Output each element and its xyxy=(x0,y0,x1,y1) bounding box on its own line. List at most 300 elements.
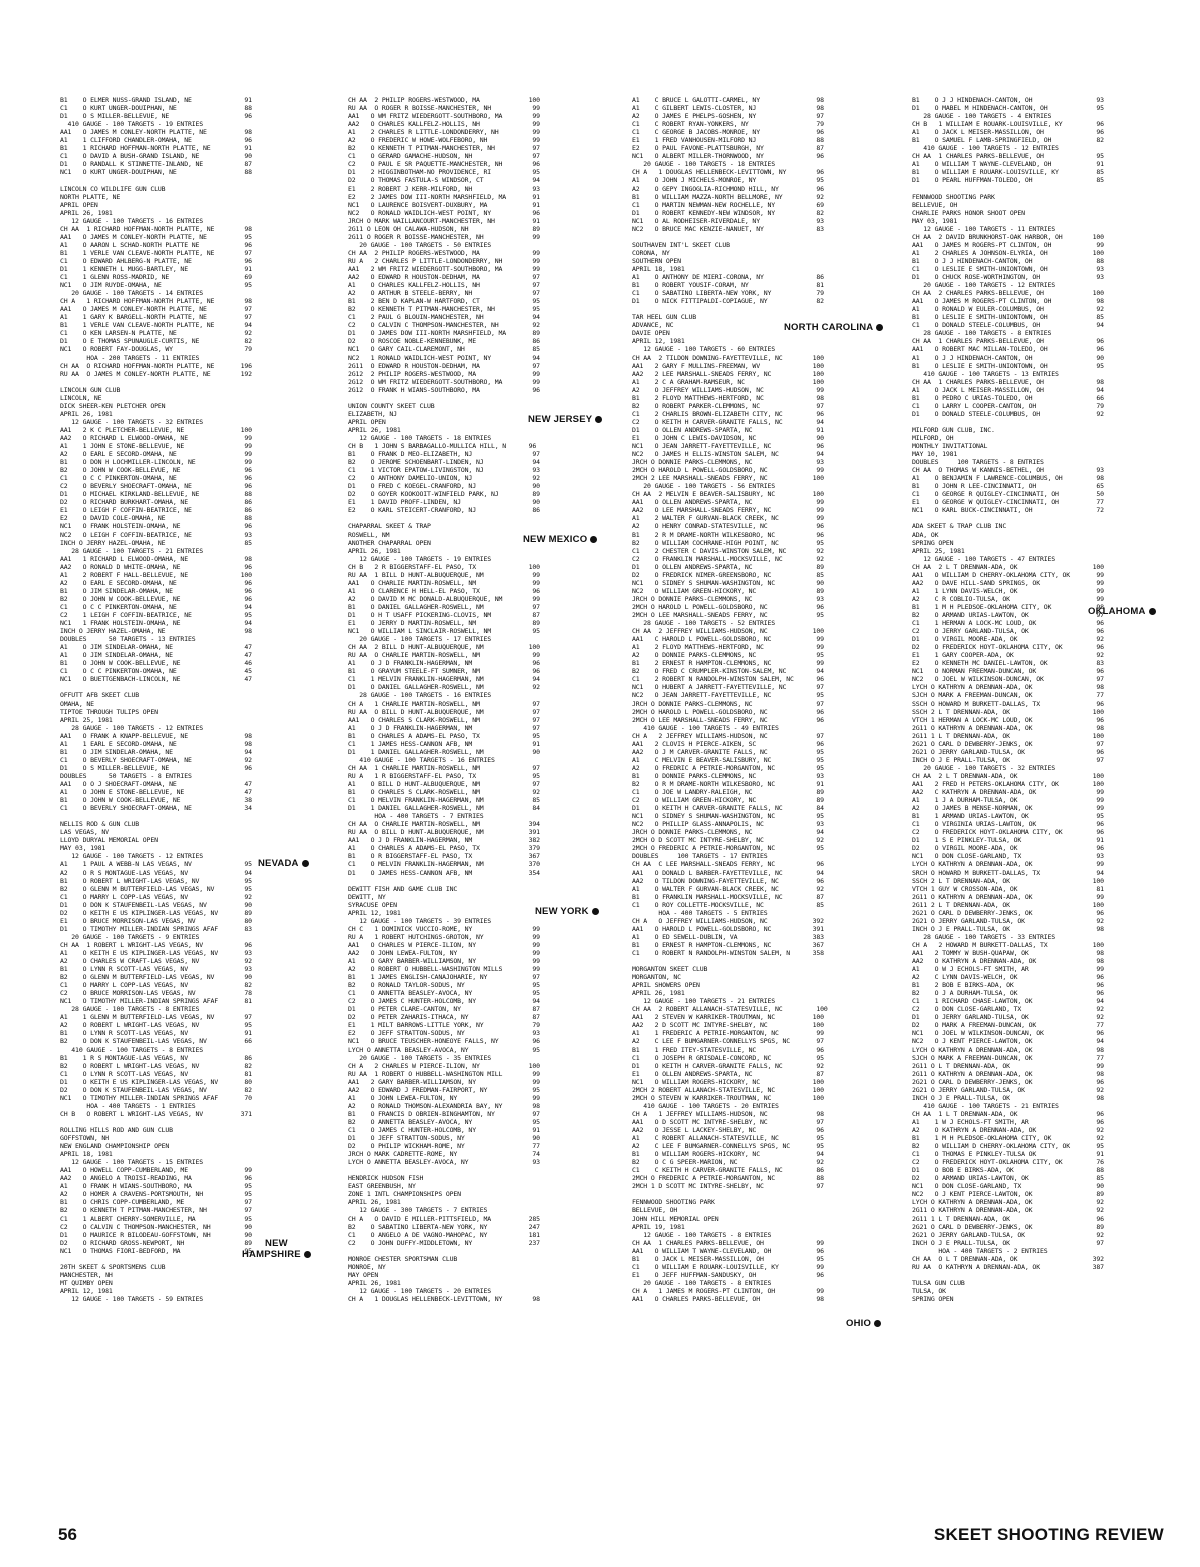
result-line: C2 O BEVERLY SHOECRAFT-OMAHA, NE 96 xyxy=(60,482,252,491)
result-line: LYCH O KATHRYN A DRENNAN-ADA, OK 99 xyxy=(912,860,1104,869)
result-line: CH AA O L T DRENNAN-ADA, OK 392 xyxy=(912,1254,1104,1263)
result-line: APRIL OPEN xyxy=(60,200,98,209)
result-line: A1 O BILL D HUNT-ALBUQUERQUE, NM 97 xyxy=(348,779,540,788)
result-line: CH A 1 CHARLIE MARTIN-ROSWELL, NM 97 xyxy=(348,699,540,708)
result-line: AA1 O DONALD L BARBER-FAYETTEVILLE, NC 94 xyxy=(632,868,824,877)
result-line: NC1 O TIMOTHY MILLER-INDIAN SPRINGS AFAF 70 xyxy=(60,1093,252,1102)
result-line: FENNWOOD SHOOTING PARK xyxy=(632,1198,715,1207)
result-line: CH AA 1 ROBERT L WRIGHT-LAS VEGAS, NV 96 xyxy=(60,940,252,949)
result-line: C1 O C C PINKERTON-OMAHA, NE 94 xyxy=(60,602,252,611)
result-line: D1 O OLLEN ANDREWS-SPARTA, NC 91 xyxy=(632,425,824,434)
result-line: SOUTHAVEN INT'L SKEET CLUB xyxy=(632,240,730,249)
results-column-4 xyxy=(912,96,1174,1303)
result-line: 410 GAUGE - 100 TARGETS - 13 ENTRIES xyxy=(912,369,1059,378)
result-line: B1 1 VERLE VAN CLEAVE-NORTH PLATTE, NE 94 xyxy=(60,321,252,330)
result-line: C2 O JOHN DUFFY-MIDDLETOWN, NY 237 xyxy=(348,1238,540,1247)
result-line: APRIL SHOWERS OPEN xyxy=(632,981,700,990)
result-line: MANCHESTER, NH xyxy=(60,1270,113,1279)
result-line: 20 GAUGE - 100 TARGETS - 50 ENTRIES xyxy=(348,240,492,249)
result-line: D1 O BOB E BIRKS-ADA, OK 88 xyxy=(912,1166,1104,1175)
result-line: A2 O HENRY CONRAD-STATESVILLE, NC 96 xyxy=(632,522,824,531)
result-line: D2 O DON K STAUFENBEIL-LAS VEGAS, NV 82 xyxy=(60,1085,252,1094)
result-line: C1 O ANNETTA BEASLEY-AVOCA, NY 95 xyxy=(348,989,540,998)
result-line: MORGANTON, NC xyxy=(632,973,681,982)
result-line: B2 O ROBERT L WRIGHT-LAS VEGAS, NV 82 xyxy=(60,1061,252,1070)
result-line: NC1 O FRANK HOLSTEIN-OMAHA, NE 96 xyxy=(60,522,252,531)
result-line: SYRACUSE OPEN xyxy=(348,900,397,909)
result-line: C1 2 PAUL G BLOUIN-MANCHESTER, NH 94 xyxy=(348,313,540,322)
result-line: B1 O CHRIS COPP-CUMBERLAND, ME 97 xyxy=(60,1198,252,1207)
result-line: APRIL 25, 1981 xyxy=(912,546,965,555)
result-line: C1 O GEORGE R QUIGLEY-CINCINNATI, OH 50 xyxy=(912,490,1104,499)
result-line: 20TH SKEET & SPORTSMENS CLUB xyxy=(60,1262,166,1271)
page-number: 56 xyxy=(58,1525,77,1544)
result-line: B1 O GRAYUM STEELE-FT SUMNER, NM 96 xyxy=(348,667,540,676)
result-line: D1 O VIRGIL MOORE-ADA, OK 92 xyxy=(912,635,1104,644)
result-line: A2 O HOMER A CRAVENS-PORTSMOUTH, NH 95 xyxy=(60,1190,252,1199)
result-line: B2 O DON K STAUFENBEIL-LAS VEGAS, NV 66 xyxy=(60,1037,252,1046)
result-line: D1 O PEARL HUFFMAN-TOLEDO, OH 85 xyxy=(912,176,1104,185)
result-line: D1 O DANIEL GALLAGHER-ROSWELL, NM 92 xyxy=(348,683,540,692)
result-line: CH AA 2 BILL D HUNT-ALBUQUERQUE, NM 100 xyxy=(348,643,540,652)
result-line: B2 O J A DURHAM-TULSA, OK 96 xyxy=(912,989,1104,998)
result-line: D2 O KEITH E US KIPLINGER-LAS VEGAS, NV 89 xyxy=(60,908,252,917)
result-line: CH A 2 CHARLES W PIERCE-ILION, NY 100 xyxy=(348,1061,540,1070)
result-line: 2G21 O CARL D DEWBERRY-JENKS, OK 96 xyxy=(912,908,1104,917)
result-line: E1 O OLLEN ANDREWS-SPARTA, NC 87 xyxy=(632,1069,824,1078)
result-line: VTCH 1 GUY W CROSSON-ADA, OK 81 xyxy=(912,884,1104,893)
result-line: D1 1 KENNETH L MUGG-BARTLEY, NE 91 xyxy=(60,264,252,273)
result-line: B1 O JOHN W COOK-BELLEVUE, NE 46 xyxy=(60,659,252,668)
result-line: 410 GAUGE - 100 TARGETS - 12 ENTRIES xyxy=(912,144,1059,153)
result-line: A2 O CHARLES W CRAFT-LAS VEGAS, NV 92 xyxy=(60,957,252,966)
result-line: MONROE, NY xyxy=(348,1262,386,1271)
result-line: INCH O J E PRALL-TULSA, OK 98 xyxy=(912,1093,1104,1102)
result-line: D1 O CHUCK ROSE-WORTHINGTON, OH 93 xyxy=(912,273,1104,282)
result-line: B1 O LYNN R SCOTT-LAS VEGAS, NV 93 xyxy=(60,965,252,974)
result-line: AA2 2 LEE MARSHALL-SNEADS FERRY, NC 100 xyxy=(632,369,824,378)
result-line: B1 O LESLIE E SMITH-UNIONTOWN, OH 95 xyxy=(912,361,1104,370)
result-line: MT QUIMBY OPEN xyxy=(60,1278,113,1287)
result-line: 12 GAUGE - 100 TARGETS - 12 ENTRIES xyxy=(60,852,204,861)
result-line: D2 O GOYER KOOKOOIT-WINFIELD PARK, NJ 89 xyxy=(348,490,540,499)
result-line: DEWITT, NY xyxy=(348,892,386,901)
result-line: CH AA 2 MELVIN E BEAVER-SALISBURY, NC 100 xyxy=(632,490,824,499)
result-line: A2 O DONNIE PARKS-CLEMMONS, NC 95 xyxy=(632,651,824,660)
publication-title: SKEET SHOOTING REVIEW xyxy=(933,1525,1164,1544)
result-line: B2 O GLENN M BUTTERFIELD-LAS VEGAS, NV 95 xyxy=(60,884,252,893)
result-line: AA2 O DAVE HILL-SAND SPRINGS, OK 99 xyxy=(912,578,1104,587)
result-line: HOA - 400 TARGETS - 7 ENTRIES xyxy=(348,812,484,821)
result-line: TIPTOE THROUGH TULIPS OPEN xyxy=(60,707,158,716)
state-header-new-hampshire: NEW HAMPSHIRE xyxy=(242,1238,311,1260)
result-line: D1 O KEITH E US KIPLINGER-LAS VEGAS, NV 80 xyxy=(60,1077,252,1086)
result-line: B1 O DANIEL GALLAGHER-ROSWELL, NM 97 xyxy=(348,602,540,611)
result-line: B2 O ARMAND URIAS-LAWTON, OK 97 xyxy=(912,611,1104,619)
result-line: 28 GAUGE - 100 TARGETS - 4 ENTRIES xyxy=(912,112,1052,121)
result-line: D1 O JAMES HESS-CANNON AFB, NM 354 xyxy=(348,868,540,877)
result-line: AA1 O HOWELL COPP-CUMBERLAND, ME 99 xyxy=(60,1166,252,1175)
result-line: B1 O DON H LOCHMILLER-LINCOLN, NE 99 xyxy=(60,458,252,467)
result-line: A1 1 J A DURHAM-TULSA, OK 99 xyxy=(912,796,1104,805)
result-line: CH AA 1 RICHARD HOFFMAN-NORTH PLATTE, NE 98 xyxy=(60,224,252,233)
result-line xyxy=(348,1166,610,1174)
result-line: E1 O LEIGH F COFFIN-BEATRICE, NE 86 xyxy=(60,506,252,515)
result-line: D1 O E THOMAS SPUNAUGLE-CURTIS, NE 82 xyxy=(60,337,252,346)
result-line: C2 O BRUCE MORRISON-LAS VEGAS, NV 78 xyxy=(60,989,252,998)
result-line: NC1 O AL RODHEISER-RIVERDALE, NY 93 xyxy=(632,216,824,225)
result-line: AA1 O HAROLD L POWELL-GOLDSBORO, NC 391 xyxy=(632,924,824,933)
result-line: 2G11 O KATHRYN A DRENNAN-ADA, OK 92 xyxy=(912,1206,1104,1215)
result-line: AA2 O JOHN LEWEA-FULTON, NY 99 xyxy=(348,948,540,957)
result-line: NC1 O LAURENCE BOISVERT-DUXBURY, MA 91 xyxy=(348,200,540,209)
result-line: RU AA 1 ROBERT O HUBBELL-WASHINGTON MILL 99 xyxy=(348,1069,540,1078)
result-line: SSCH 2 L T DRENNAN-ADA, OK 100 xyxy=(912,707,1104,716)
result-line: A1 C ROBERT ALLANACH-STATESVILLE, NC 95 xyxy=(632,1134,824,1143)
result-line: B2 O ROBERT PARKER-CLEMMONS, NC 97 xyxy=(632,401,824,410)
result-line: C1 O ANGELO A DE VAGNO-MAHOPAC, NY 181 xyxy=(348,1230,540,1239)
result-line: B2 O WILLIAM COCHRANE-HIGH POINT, NC 95 xyxy=(632,538,824,547)
result-line: SRCH O HOWARD M BURKETT-DALLAS, TX 94 xyxy=(912,868,1104,877)
result-line: CH A 2 JEFFREY WILLIAMS-HUDSON, NC 97 xyxy=(632,731,824,740)
result-line: APRIL OPEN xyxy=(348,417,386,426)
result-line: JRCH O DONNIE PARKS-CLEMMONS, NC 93 xyxy=(632,458,824,467)
result-line: NC2 O RONALD WAIDLICH-WEST POINT, NY 96 xyxy=(348,208,540,217)
result-line: DOUBLES 50 TARGETS - 8 ENTRIES xyxy=(60,771,192,780)
result-line: AA1 O JAMES M CONLEY-NORTH PLATTE, NE 98 xyxy=(60,128,252,137)
result-line: E1 1 MILT BARROWS-LITTLE YORK, NY 79 xyxy=(348,1021,540,1030)
result-line xyxy=(348,877,610,885)
result-line: C1 O C C PINKERTON-OMAHA, NE 45 xyxy=(60,667,252,676)
result-line: AA1 1 RICHARD L ELWOOD-OMAHA, NE 98 xyxy=(60,554,252,563)
result-line: AA1 O JAMES M CONLEY-NORTH PLATTE, NE 95 xyxy=(60,232,252,241)
result-line: B1 O FRANCIS D OBRIEN-BINGHAMTON, NY 97 xyxy=(348,1109,540,1118)
result-line: D2 O FREDERICK HOYT-OKLAHOMA CITY, OK 96 xyxy=(912,643,1104,652)
result-line: D1 O JAMES DOW III-NORTH MARSHFIELD, MA 89 xyxy=(348,329,540,338)
result-line: AA1 2 K C PLETCHER-BELLEVUE, NE 100 xyxy=(60,425,252,434)
result-line: CH B 2 R BIGGERSTAFF-EL PASO, TX 100 xyxy=(348,562,540,571)
result-line: 2G11 O ROGER R BOISSE-MANCHESTER, NH 99 xyxy=(348,232,540,241)
result-line: CH AA O CHARLIE MARTIN-ROSWELL, NM 394 xyxy=(348,820,540,829)
result-line: A2 O ROBERT O HUBBELL-WASHINGTON MILLS 99 xyxy=(348,965,540,974)
result-line: LYCH O ANNETTA BEASLEY-AVOCA, NY 95 xyxy=(348,1045,540,1054)
result-line: D1 O OLLEN ANDREWS-SPARTA, NC 89 xyxy=(632,562,824,571)
result-line: B2 O KENNETH T PITMAN-MANCHESTER, NH 97 xyxy=(60,1206,252,1215)
result-line: APRIL 18, 1981 xyxy=(632,264,685,273)
result-line: B1 O ROBERT YOUSIF-CORAM, NY 81 xyxy=(632,281,824,290)
result-line: HOA - 400 TARGETS - 1 ENTRIES xyxy=(60,1101,196,1110)
result-line: A1 1 LYNN DAVIS-WELCH, OK 99 xyxy=(912,586,1104,595)
result-line: B1 O R BIGGERSTAFF-EL PASO, TX 367 xyxy=(348,852,540,861)
result-line: C1 O MELVIN FRANKLIN-HAGERMAN, NM 85 xyxy=(348,796,540,805)
result-line: MAY 10, 1981 xyxy=(912,450,958,459)
result-line: AA2 C KATHRYN A DRENNAN-ADA, OK 99 xyxy=(912,788,1104,797)
result-line: CORONA, NY xyxy=(632,248,670,257)
result-line: 12 GAUGE - 100 TARGETS - 32 ENTRIES xyxy=(60,417,204,426)
bullet-icon xyxy=(590,536,597,543)
result-line: 2G11 O EDWARD R HOUSTON-DEDHAM, MA 97 xyxy=(348,361,540,370)
result-line: D1 O MABEL M HINDENACH-CANTON, OH 95 xyxy=(912,104,1104,113)
result-line: AA1 2 TOMMY W BUSH-QUAPAW, OK 98 xyxy=(912,948,1104,957)
result-line: CH A 1 JAMES M ROGERS-PT CLINTON, OH 99 xyxy=(632,1286,824,1295)
result-line: B1 O ROBERT L WRIGHT-LAS VEGAS, NV 95 xyxy=(60,876,252,885)
result-line: AA1 2 WM FRITZ WIEDERGOTT-SOUTHBORO, MA 99 xyxy=(348,264,540,273)
result-line: NC1 O THOMAS FIORI-BEDFORD, MA 95 xyxy=(60,1246,252,1255)
result-line: C1 C KEITH H CARVER-GRANITE FALLS, NC 86 xyxy=(632,1166,824,1175)
result-line: A1 C BRUCE L GALOTTI-CARMEL, NY 98 xyxy=(632,96,824,104)
result-line: B1 O JOHN W COOK-BELLEVUE, NE 38 xyxy=(60,796,252,805)
result-line: B1 O WILLIAM E ROUARK-LOUISVILLE, KY 85 xyxy=(912,168,1104,177)
result-line: NC1 O SIDNEY S SHUMAN-WASHINGTON, NC 95 xyxy=(632,812,824,821)
result-line: B1 2 FLOYD MATTHEWS-HERTFORD, NC 98 xyxy=(632,393,824,402)
result-line: A2 O JAMES B MENSE-NORMAN, OK 99 xyxy=(912,804,1104,813)
result-line: 2G11 O L T DRENNAN-ADA, OK 99 xyxy=(912,1061,1104,1070)
result-line: CH AA 1 CHARLES PARKS-BELLEVUE, OH 99 xyxy=(632,1238,824,1247)
result-line: C2 O PAUL E SR PAQUETTE-MANCHESTER, NH 96 xyxy=(348,160,540,169)
result-line: AA1 O FRANK A KNAPP-BELLEVUE, NE 98 xyxy=(60,731,252,740)
result-line: B1 O ERNEST R HAMPTON-CLEMMONS, NC 367 xyxy=(632,940,824,949)
result-line: 12 GAUGE - 100 TARGETS - 11 ENTRIES xyxy=(912,224,1056,233)
result-line: B1 1 RICHARD HOFFMAN-NORTH PLATTE, NE 91 xyxy=(60,144,252,153)
result-line: CH A 1 JEFFREY WILLIAMS-HUDSON, NC 98 xyxy=(632,1109,824,1118)
result-line: B1 O FRANKLIN MARSHALL-MOCKSVILLE, NC 87 xyxy=(632,892,824,901)
result-line: A1 O JOHN J MICHELS-MONROE, NY 95 xyxy=(632,176,824,185)
result-line: NC1 O ALBERT MILLER-THORNWOOD, NY 96 xyxy=(632,152,824,161)
result-line: B1 1 FRED ITEY-STATESVILLE, NC 96 xyxy=(632,1045,824,1054)
result-line: 410 GAUGE - 100 TARGETS - 8 ENTRIES xyxy=(60,1045,204,1054)
state-header-new-mexico: NEW MEXICO xyxy=(523,534,597,545)
result-line: CH AA 2 JEFFREY WILLIAMS-HUDSON, NC 100 xyxy=(632,627,824,636)
result-line: A1 O J J HINDENACH-CANTON, OH 90 xyxy=(912,353,1104,362)
result-line: C1 O MARRY L COPP-LAS VEGAS, NV 82 xyxy=(60,981,252,990)
result-line: C1 O WILLIAM E ROUARK-LOUISVILLE, KY 99 xyxy=(632,1262,824,1271)
result-line: A1 O JACK L MEISER-MASSILLON, OH 96 xyxy=(912,128,1104,137)
result-line: 2MCH O STEVEN W KARRIKER-TROUTMAN, NC 100 xyxy=(632,1093,824,1102)
result-line: C1 1 VICTOR EPATOW-LIVINGSTON, NJ 93 xyxy=(348,466,540,475)
result-line: 2MCH 1 D SCOTT MC INTYRE-SHELBY, NC 97 xyxy=(632,1182,824,1191)
result-line: D2 O FREDRICK NIMER-GREENSBORO, NC 85 xyxy=(632,570,824,579)
result-line: 12 GAUGE - 100 TARGETS - 19 ENTRIES xyxy=(348,554,492,563)
result-line: SJCH O MARK A FREEMAN-DUNCAN, OK 77 xyxy=(912,691,1104,700)
result-line: CH AA 2 PHILIP ROGERS-WESTWOOD, MA 99 xyxy=(348,248,540,257)
result-line: D1 O FRED C KOEGEL-CRANFORD, NJ 90 xyxy=(348,482,540,491)
result-line: D1 O TIMOTHY MILLER-INDIAN SPRINGS AFAF 83 xyxy=(60,924,252,933)
result-line: A2 O KATHRYN A DRENNAN-ADA, OK 92 xyxy=(912,1126,1104,1134)
result-line: D1 O KEITH H CARVER-GRANITE FALLS, NC 84 xyxy=(632,804,824,813)
result-line: B2 O WILLIAM D CHERRY-OKLAHOMA CITY, OK 95 xyxy=(912,1142,1104,1151)
result-line: AA2 O KATHRYN A DRENNAN-ADA, OK 98 xyxy=(912,957,1104,966)
result-line: A1 O KEITH E US KIPLINGER-LAS VEGAS, NV 93 xyxy=(60,948,252,957)
result-line: NORTH PLATTE, NE xyxy=(60,192,121,201)
result-line: A1 O ANTHONY DE MIERI-CORONA, NY 86 xyxy=(632,273,824,282)
result-line: A1 2 CHARLES R LITTLE-LONDONDERRY, NH 99 xyxy=(348,128,540,137)
result-line xyxy=(632,305,894,313)
result-line: C1 O JOE W LANDRY-RALEIGH, NC 89 xyxy=(632,788,824,797)
result-line: APRIL 19, 1981 xyxy=(632,1222,685,1231)
result-line: NC1 O SIDNEY S SHUMAN-WASHINGTON, NC 90 xyxy=(632,578,824,587)
result-line: APRIL 26, 1981 xyxy=(348,1198,401,1207)
result-line: D2 O ROSCOE NOBLE-KENNEBUNK, ME 86 xyxy=(348,337,540,346)
result-line: AA2 O RICHARD L ELWOOD-OMAHA, NE 99 xyxy=(60,433,252,442)
result-line: B1 O CHARLES S CLARK-ROSWELL, NM 92 xyxy=(348,788,540,797)
result-line xyxy=(60,812,322,820)
state-header-new-york: NEW YORK xyxy=(535,906,599,917)
result-line: B1 O LESLIE E SMITH-UNIONTOWN, OH 85 xyxy=(912,313,1104,322)
result-line: VTCH 1 HERMAN A LOCK-MC LOUD, OK 96 xyxy=(912,715,1104,724)
result-line: DOUBLES 50 TARGETS - 13 ENTRIES xyxy=(60,635,196,644)
result-line: NC1 O BUETTGENBACH-LINCOLN, NE 47 xyxy=(60,675,252,684)
result-line: LYCH O KATHRYN A DRENNAN-ADA, OK 92 xyxy=(912,1198,1104,1207)
result-line: A2 C LEE F BUMGARNER-CONNELLYS SPGS, NC 97 xyxy=(632,1037,824,1046)
result-line: A2 C R COBLIO-TULSA, OK 99 xyxy=(912,594,1104,603)
result-line: D1 O MICHAEL KIRKLAND-BELLEVUE, NE 88 xyxy=(60,490,252,499)
result-line: A1 O CLARENCE H HELL-EL PASO, TX 96 xyxy=(348,586,540,595)
result-line: 2G12 O FRANK H WIANS-SOUTHBORO, MA 96 xyxy=(348,385,540,394)
result-line: CH A O JEFFREY WILLIAMS-HUDSON, NC 392 xyxy=(632,916,824,925)
result-line: E1 2 ROBERT J KERR-MILFORD, NH 93 xyxy=(348,184,540,193)
result-line: C1 1 HERMAN A LOCK-MC LOUD, OK 96 xyxy=(912,619,1104,628)
result-line: A1 1 PAUL A WEBB-N LAS VEGAS, NV 95 xyxy=(60,860,252,869)
result-line: NELLIS ROD & GUN CLUB xyxy=(60,820,140,829)
result-line: A1 1 CLIFFORD CHANDLER-OMAHA, NE 96 xyxy=(60,136,252,145)
result-line: 2MCH O HAROLD L POWELL-GOLDSBORO, NC 96 xyxy=(632,602,824,611)
result-line: A2 C LEE F BUMGARNER-CONNELLYS SPGS, NC 95 xyxy=(632,1142,824,1151)
result-line: D2 O RICHARD GROSS-NEWPORT, NH 89 xyxy=(60,1238,252,1247)
result-line: AA1 2 CLOVIS H PIERCE-AIKEN, SC 96 xyxy=(632,739,824,748)
state-header-ohio: OHIO xyxy=(846,1318,881,1329)
result-line: B1 2 BEN D KAPLAN-W HARTFORD, CT 95 xyxy=(348,297,540,306)
result-line: C1 O SABATINO LIBERTA-NEW YORK, NY 79 xyxy=(632,289,824,298)
state-header-oklahoma: OKLAHOMA xyxy=(1088,606,1156,617)
result-line: A1 C GILBERT LEWIS-CLOSTER, NJ 98 xyxy=(632,104,824,113)
result-line: AA2 O RONALD D WHITE-OMAHA, NE 96 xyxy=(60,562,252,571)
result-line: 20 GAUGE - 100 TARGETS - 8 ENTRIES xyxy=(632,1278,772,1287)
result-line: B2 O KENNETH T PITMAN-MANCHESTER, NH 95 xyxy=(348,305,540,314)
result-line: A2 O R S MONTAGUE-LAS VEGAS, NV 94 xyxy=(60,868,252,877)
result-line: E2 O DAVID COLE-OMAHA, NE 88 xyxy=(60,514,252,523)
result-line: AA1 2 FRED H PETERS-OKLAHOMA CITY, OK 100 xyxy=(912,779,1104,788)
state-header-nevada: NEVADA xyxy=(258,858,309,869)
result-line: C1 O BEVERLY SHOECRAFT-OMAHA, NE 92 xyxy=(60,755,252,764)
result-line: A1 1 JOHN E STONE-BELLEVUE, NE 99 xyxy=(60,442,252,451)
result-line: APRIL 26, 1981 xyxy=(348,546,401,555)
result-line: INCH O J E PRALL-TULSA, OK 97 xyxy=(912,755,1104,764)
result-line: C1 O MELVIN FRANKLIN-HAGERMAN, NM 370 xyxy=(348,860,540,869)
result-line: BELLEVUE, OH xyxy=(912,200,958,209)
result-line: TULSA, OK xyxy=(912,1286,946,1295)
bullet-icon xyxy=(1149,608,1156,615)
results-column-3 xyxy=(632,96,894,1303)
result-line: B1 O FRANK D MEO-ELIZABETH, NJ 97 xyxy=(348,450,540,459)
bullet-icon xyxy=(304,1251,311,1258)
result-line: 2G12 O WM FRITZ WIEDERGOTT-SOUTHBORO, MA 99 xyxy=(348,377,540,386)
result-line: C1 C ROBERT RYAN-YONKERS, NY 79 xyxy=(632,120,824,129)
result-line: D1 O H T USAFF PICKERING-CLOVIS, NM 87 xyxy=(348,611,540,619)
result-line: A1 1 GLENN M BUTTERFIELD-LAS VEGAS, NV 97 xyxy=(60,1013,252,1022)
result-line: 2G11 2 L T DRENNAN-ADA, OK 100 xyxy=(912,900,1104,909)
result-line: NC2 O JAMES H ELLIS-WINSTON SALEM, NC 94 xyxy=(632,450,824,459)
result-line: APRIL 26, 1981 xyxy=(60,409,113,418)
result-line: D2 O THOMAS FASTULA-S WINDSOR, CT 94 xyxy=(348,176,540,185)
result-line: 28 GAUGE - 100 TARGETS - 12 ENTRIES xyxy=(60,723,204,732)
result-line: C1 O KEN LARSEN-N PLATTE, NE 92 xyxy=(60,329,252,338)
result-line: D2 O VIRGIL MOORE-ADA, OK 96 xyxy=(912,844,1104,853)
result-line: 12 GAUGE - 100 TARGETS - 8 ENTRIES xyxy=(632,1230,772,1239)
result-line: B1 O LYNN R SCOTT-LAS VEGAS, NV 91 xyxy=(60,1029,252,1038)
result-line: NC1 O NORMAN FREEMAN-DUNCAN, OK 96 xyxy=(912,667,1104,676)
result-line: A2 O FREDERIC W HOWE-WOLFEBORO, NH 99 xyxy=(348,136,540,145)
result-line: 2G11 O KATHRYN A DRENNAN-ADA, OK 98 xyxy=(912,723,1104,732)
result-line: E1 1 DAVID PROFF-LINDEN, NJ 90 xyxy=(348,498,540,507)
result-line: NC1 O JIM RUYDE-OMAHA, NE 95 xyxy=(60,281,252,290)
result-line xyxy=(60,378,322,386)
result-line: D1 O DONALD STEELE-COLUMBUS, OH 92 xyxy=(912,409,1104,418)
result-line: AA2 O ANGELO A TROISI-READING, MA 96 xyxy=(60,1174,252,1183)
result-line: A1 O WALTER F GURVAN-BLACK CREEK, NC 92 xyxy=(632,884,824,893)
result-line: E1 1 GARY COOPER-ADA, OK 92 xyxy=(912,651,1104,660)
result-line: D1 1 DANIEL GALLAGHER-ROSWELL, NM 84 xyxy=(348,804,540,813)
result-line: C1 1 JAMES HESS-CANNON AFB, NM 91 xyxy=(348,739,540,748)
result-line: CHARLIE PARKS HONOR SHOOT OPEN xyxy=(912,208,1025,217)
result-line: MONTHLY INVITATIONAL xyxy=(912,442,988,451)
result-line: AA1 O WILLIAM T WAYNE-CLEVELAND, OH 96 xyxy=(632,1246,824,1255)
result-line: AA1 O CHARLIE MARTIN-ROSWELL, NM 99 xyxy=(348,578,540,587)
result-line: C1 2 CHARLIS BROWN-ELIZABETH CITY, NC 96 xyxy=(632,409,824,418)
result-line: C1 O LESLIE E SMITH-UNIONTOWN, OH 93 xyxy=(912,264,1104,273)
results-column-2 xyxy=(348,96,610,1303)
result-line: B1 O JACK L MEISER-MASSILLON, OH 95 xyxy=(632,1254,824,1263)
result-line: AA1 O JAMES M CONLEY-NORTH PLATTE, NE 97 xyxy=(60,305,252,314)
result-line: DAVIE OPEN xyxy=(632,329,670,338)
result-line: APRIL 25, 1981 xyxy=(60,715,113,724)
result-line: RU A 1 R BIGGERSTAFF-EL PASO, TX 95 xyxy=(348,771,540,780)
result-line: NC2 O LEIGH F COFFIN-BEATRICE, NE 93 xyxy=(60,530,252,539)
result-line: 2G21 O JERRY GARLAND-TULSA, OK 92 xyxy=(912,916,1104,925)
result-line: TULSA GUN CLUB xyxy=(912,1278,965,1287)
result-line: E1 O JERRY D MARTIN-ROSWELL, NM 89 xyxy=(348,619,540,628)
result-line: A1 O FRANK H WIANS-SOUTHBORO, MA 95 xyxy=(60,1182,252,1191)
result-line: B1 O JIM SINDELAR-OMAHA, NE 96 xyxy=(60,586,252,595)
result-line xyxy=(60,683,322,691)
result-line: FENNWOOD SHOOTING PARK xyxy=(912,192,995,201)
result-line: CH AA 1 CHARLIE MARTIN-ROSWELL, NM 97 xyxy=(348,763,540,772)
result-line: ELIZABETH, NJ xyxy=(348,409,397,418)
result-line: E2 2 JAMES DOW III-NORTH MARSHFIELD, MA 91 xyxy=(348,192,540,201)
result-line: 2MCH 2 LEE MARSHALL-SNEADS FERRY, NC 100 xyxy=(632,474,824,483)
result-line: A1 O JOHN LEWEA-FULTON, NY 99 xyxy=(348,1093,540,1102)
result-line: 2MCH O LEE MARSHALL-SNEADS FERRY, NC 95 xyxy=(632,611,824,619)
result-line: OMAHA, NE xyxy=(60,699,94,708)
state-header-new-jersey: NEW JERSEY xyxy=(528,414,602,425)
result-line: D1 O NICK FITTIPALDI-COPIAGUE, NY 82 xyxy=(632,297,824,306)
result-line: CH C 1 DOMINICK VUCCIO-ROME, NY 99 xyxy=(348,924,540,933)
result-line: NC1 O BRUCE TEUSCHER-HONEOYE FALLS, NY 96 xyxy=(348,1037,540,1046)
result-line: 12 GAUGE - 300 TARGETS - 7 ENTRIES xyxy=(348,1206,488,1215)
result-line: APRIL 26, 1981 xyxy=(348,425,401,434)
result-line: AA1 O JAMES M ROGERS-PT CLINTON, OH 98 xyxy=(912,297,1104,306)
result-line: NC2 O PHILLIP GLASS-ANNAPOLIS, NC 93 xyxy=(632,820,824,829)
result-line xyxy=(912,1271,1174,1279)
result-line: A2 O JEFFREY WILLIAMS-HUDSON, NC 99 xyxy=(632,385,824,394)
result-line: 2G21 O JERRY GARLAND-TULSA, OK 92 xyxy=(912,1085,1104,1094)
result-line: 2G21 O JERRY GARLAND-TULSA, OK 92 xyxy=(912,1230,1104,1239)
result-line: B2 O JOHN W COOK-BELLEVUE, NE 96 xyxy=(60,466,252,475)
result-line: C1 1 MELVIN FRANKLIN-HAGERMAN, NM 94 xyxy=(348,675,540,684)
result-line: ADA, OK xyxy=(912,530,939,539)
result-line: APRIL 12, 1981 xyxy=(632,337,685,346)
result-line: B1 1 VERLE VAN CLEAVE-NORTH PLATTE, NE 97 xyxy=(60,248,252,257)
result-line: 28 GAUGE - 100 TARGETS - 8 ENTRIES xyxy=(60,1005,200,1014)
